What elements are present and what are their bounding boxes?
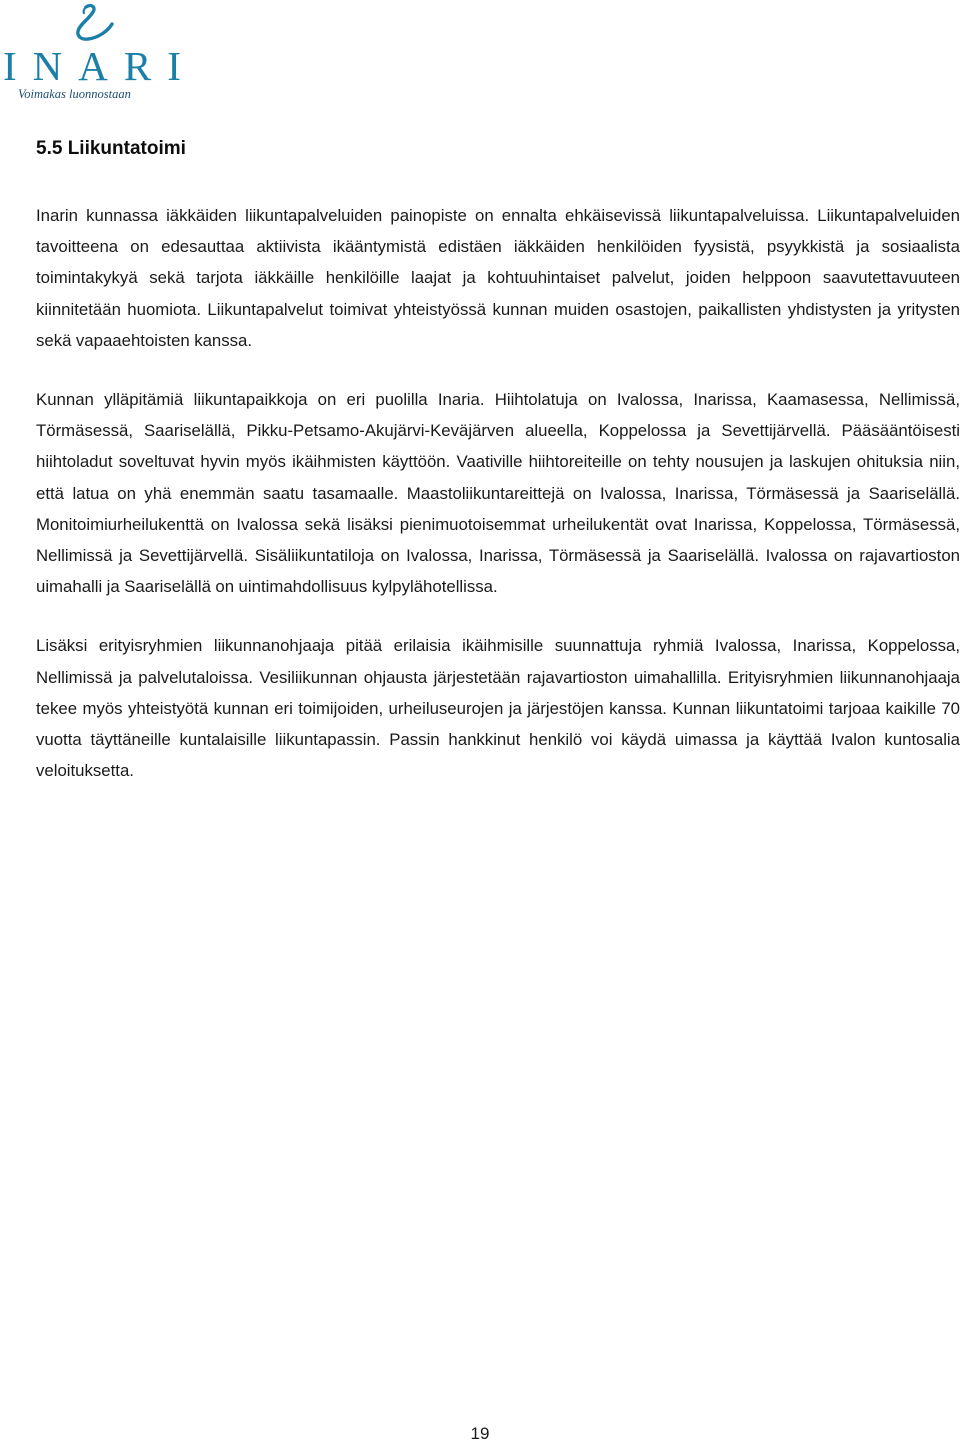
inari-logo bbox=[0, 0, 197, 110]
paragraph-special-groups: Lisäksi erityisryhmien liikunnanohjaaja pitää erilaisia ikäihmisille suunnattuja ryhmiä Ivalossa, Inarissa, Koppelossa, Nellimissä ja palvelutaloissa. Vesiliikunnan ohjausta järjestetään rajavartioston uimahallilla. Erityisryhmien liikunnanohjaaja tekee myös yhteistyötä kunnan eri toimijoiden, urheiluseurojen ja järjestöjen kanssa. Kunnan liikuntatoimi tarjoaa kaikille 70 vuotta täyttäneille kuntalaisille liikuntapassin. Passin hankkinut henkilö voi käydä uimassa ja käyttää Ivalon kuntosalia veloituksetta. bbox=[36, 636, 960, 781]
page-number: 19 bbox=[470, 1424, 490, 1443]
section-title: 5.5 Liikuntatoimi bbox=[36, 138, 186, 159]
document-body bbox=[36, 132, 960, 786]
logo-wordmark: INARI bbox=[3, 43, 197, 89]
paragraph-sports-facilities: Kunnan ylläpitämiä liikuntapaikkoja on eri puolilla Inaria. Hiihtolatuja on Ivalossa, Inarissa, Kaamasessa, Nellimissä, Törmäsessä, Saariselällä, Pikku-Petsamo-Akujärvi-Keväjärven alueella, Koppelossa ja Sevettijärvellä. Pääsääntöisesti hiihtoladut soveltuvat hyvin myös ikäihmisten käyttöön. Vaativille hiihtoreiteille on tehty nousujen ja laskujen ohituksia niin, että latua on yhä enemmän saatu tasamaalle. Maastoliikuntareittejä on Ivalossa, Inarissa, Törmäsessä ja Saariselällä. Monitoimiurheilukenttä on Ivalossa sekä lisäksi pienimuotoisemmat urheilukentät ovat Inarissa, Koppelossa, Törmäsessä, Nellimissä ja Sevettijärvellä. Sisäliikuntatiloja on Ivalossa, Inarissa, Törmäsessä ja Saariselällä. Ivalossa on rajavartioston uimahalli ja Saariselällä on uintimahdollisuus kylpylähotellissa. bbox=[36, 390, 960, 597]
paragraph-intro: Inarin kunnassa iäkkäiden liikuntapalveluiden painopiste on ennalta ehkäisevissä liikuntapalveluissa. Liikuntapalveluiden tavoitteena on edesauttaa aktiivista ikääntymistä edistäen iäkkäiden henkilöiden fyysistä, psyykkistä ja sosiaalista toimintakykyä sekä tarjota iäkkäille henkilöille laajat ja kohtuuhintaiset palvelut, joiden helppoon saavutettavuuteen kiinnitetään huomiota. Liikuntapalvelut toimivat yhteistyössä kunnan muiden osastojen, paikallisten yhdistysten ja yritysten sekä vapaaehtoisten kanssa. bbox=[36, 206, 960, 350]
logo-slogan: Voimakas luonnostaan bbox=[18, 87, 131, 101]
